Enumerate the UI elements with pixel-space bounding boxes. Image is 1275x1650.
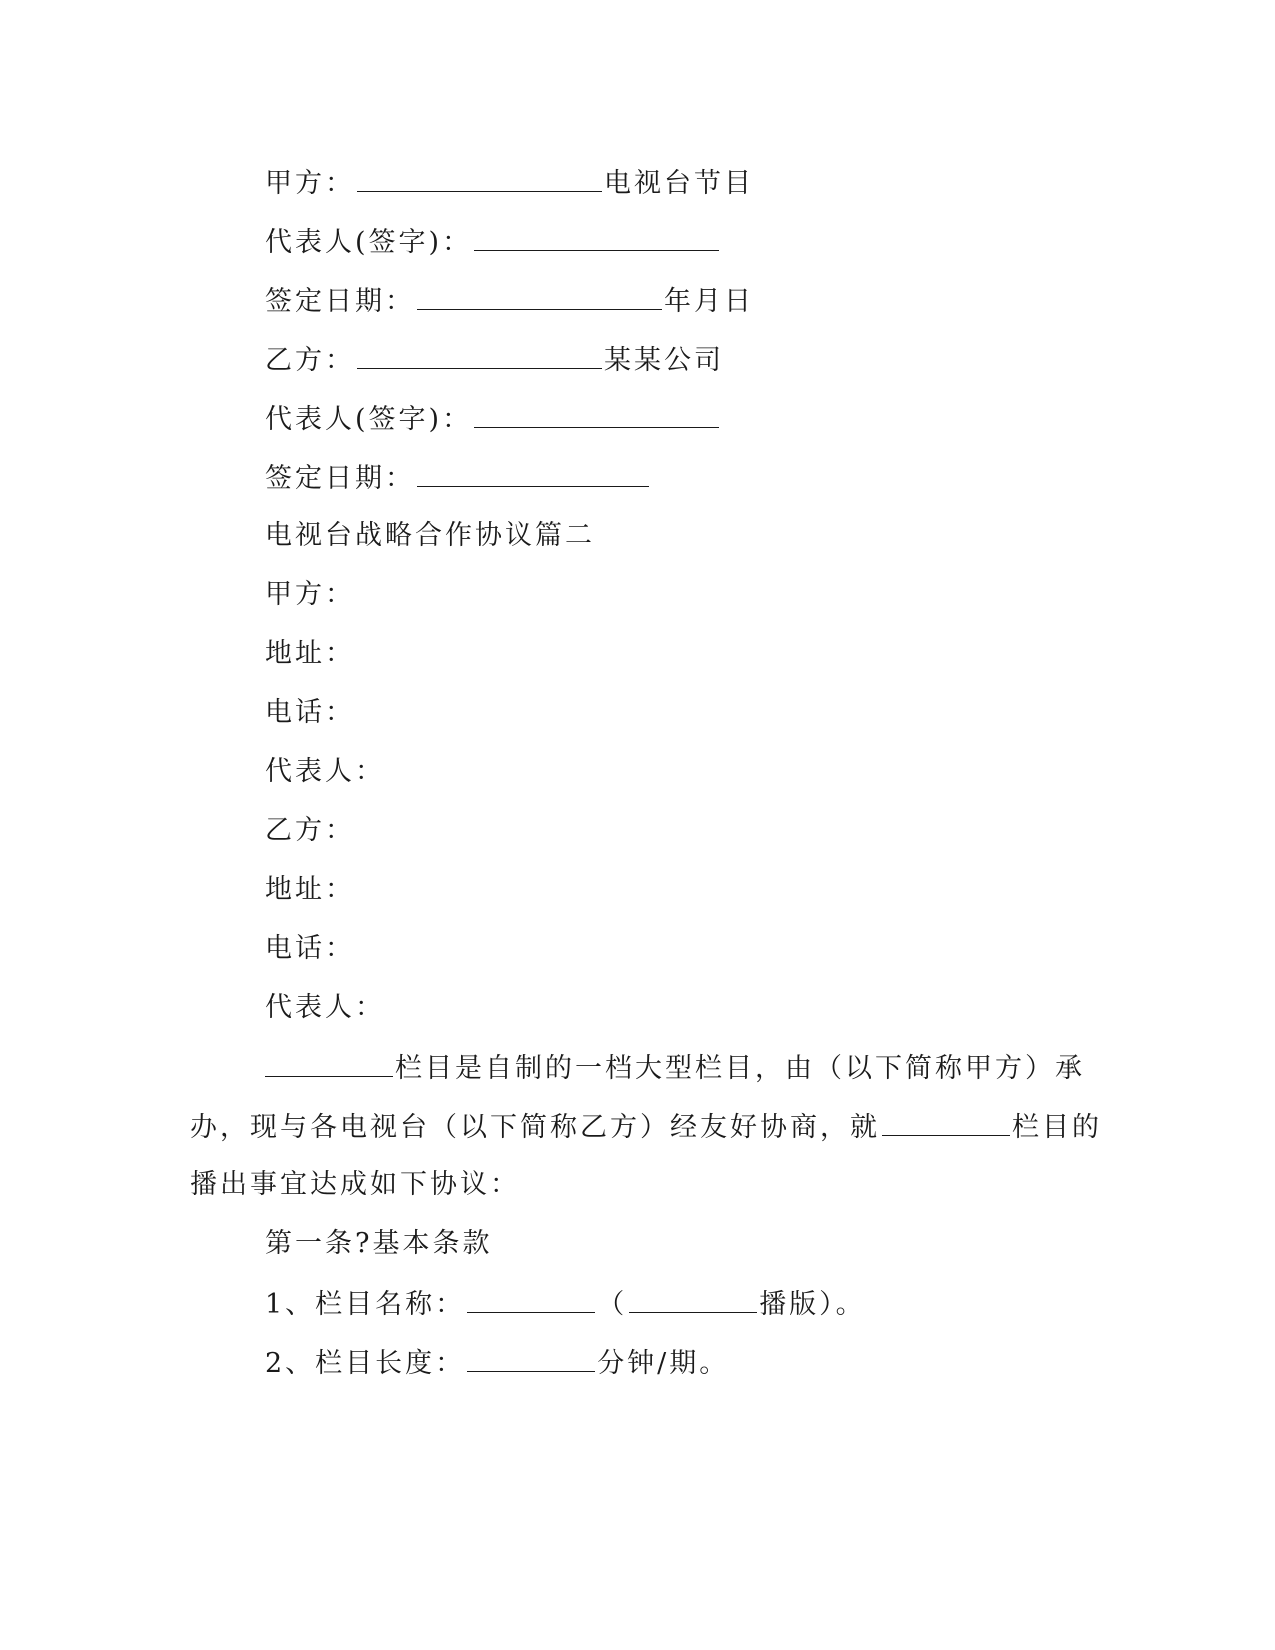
date-b-line (265, 460, 651, 496)
rep-b-blank (474, 401, 719, 428)
party-a-suffix: 电视台节目 (604, 168, 754, 199)
program-name-blank (265, 1050, 393, 1077)
date-a-blank (417, 283, 662, 310)
item1-open-paren: （ (597, 1289, 628, 1320)
date-a-label: 签定日期： (265, 286, 415, 317)
intro-part3: 栏目的 (1012, 1112, 1102, 1143)
intro-line-2 (190, 1109, 1102, 1145)
address-a-field: 地址： (265, 638, 355, 669)
rep-a-signature-line (265, 224, 721, 260)
intro-part1: 栏目是自制的一档大型栏目，由（以下简称甲方）承 (395, 1053, 1085, 1084)
item1-version-blank (629, 1286, 757, 1313)
phone-a-field: 电话： (265, 697, 355, 728)
party-b-suffix: 某某公司 (604, 345, 724, 376)
rep-b-signature-line (265, 401, 721, 437)
party-b-label: 乙方： (265, 345, 355, 376)
party-b-field: 乙方： (265, 815, 355, 846)
program-name-blank-2 (882, 1109, 1010, 1136)
intro-part2: 办，现与各电视台（以下简称乙方）经友好协商，就 (190, 1112, 880, 1143)
intro-line-1 (265, 1050, 1085, 1086)
item1-name-blank (467, 1286, 595, 1313)
rep-a-label: 代表人(签字)： (265, 227, 473, 258)
item1-label: 1、栏目名称： (265, 1289, 466, 1320)
article-1-title: 第一条?基本条款 (265, 1228, 493, 1259)
item2-length-blank (467, 1345, 595, 1372)
item1-suffix: 播版）。 (759, 1289, 866, 1320)
party-a-signature-line (265, 165, 754, 201)
article-1-item-1 (265, 1286, 866, 1322)
party-a-field: 甲方： (265, 579, 355, 610)
rep-b-label: 代表人(签字)： (265, 404, 473, 435)
date-a-suffix: 年月日 (664, 286, 754, 317)
party-a-blank (357, 165, 602, 192)
date-a-line (265, 283, 754, 319)
party-b-blank (357, 342, 602, 369)
section-title: 电视台战略合作协议篇二 (265, 520, 595, 551)
date-b-blank (417, 460, 649, 487)
address-b-field: 地址： (265, 874, 355, 905)
intro-line-3: 播出事宜达成如下协议： (190, 1169, 520, 1200)
date-b-label: 签定日期： (265, 463, 415, 494)
rep-a-field: 代表人： (265, 756, 385, 787)
phone-b-field: 电话： (265, 933, 355, 964)
item2-label: 2、栏目长度： (265, 1348, 466, 1379)
article-1-item-2 (265, 1345, 729, 1381)
rep-a-blank (474, 224, 719, 251)
party-b-signature-line (265, 342, 724, 378)
party-a-label: 甲方： (265, 168, 355, 199)
rep-b-field: 代表人： (265, 992, 385, 1023)
item2-suffix: 分钟/期。 (597, 1348, 730, 1379)
